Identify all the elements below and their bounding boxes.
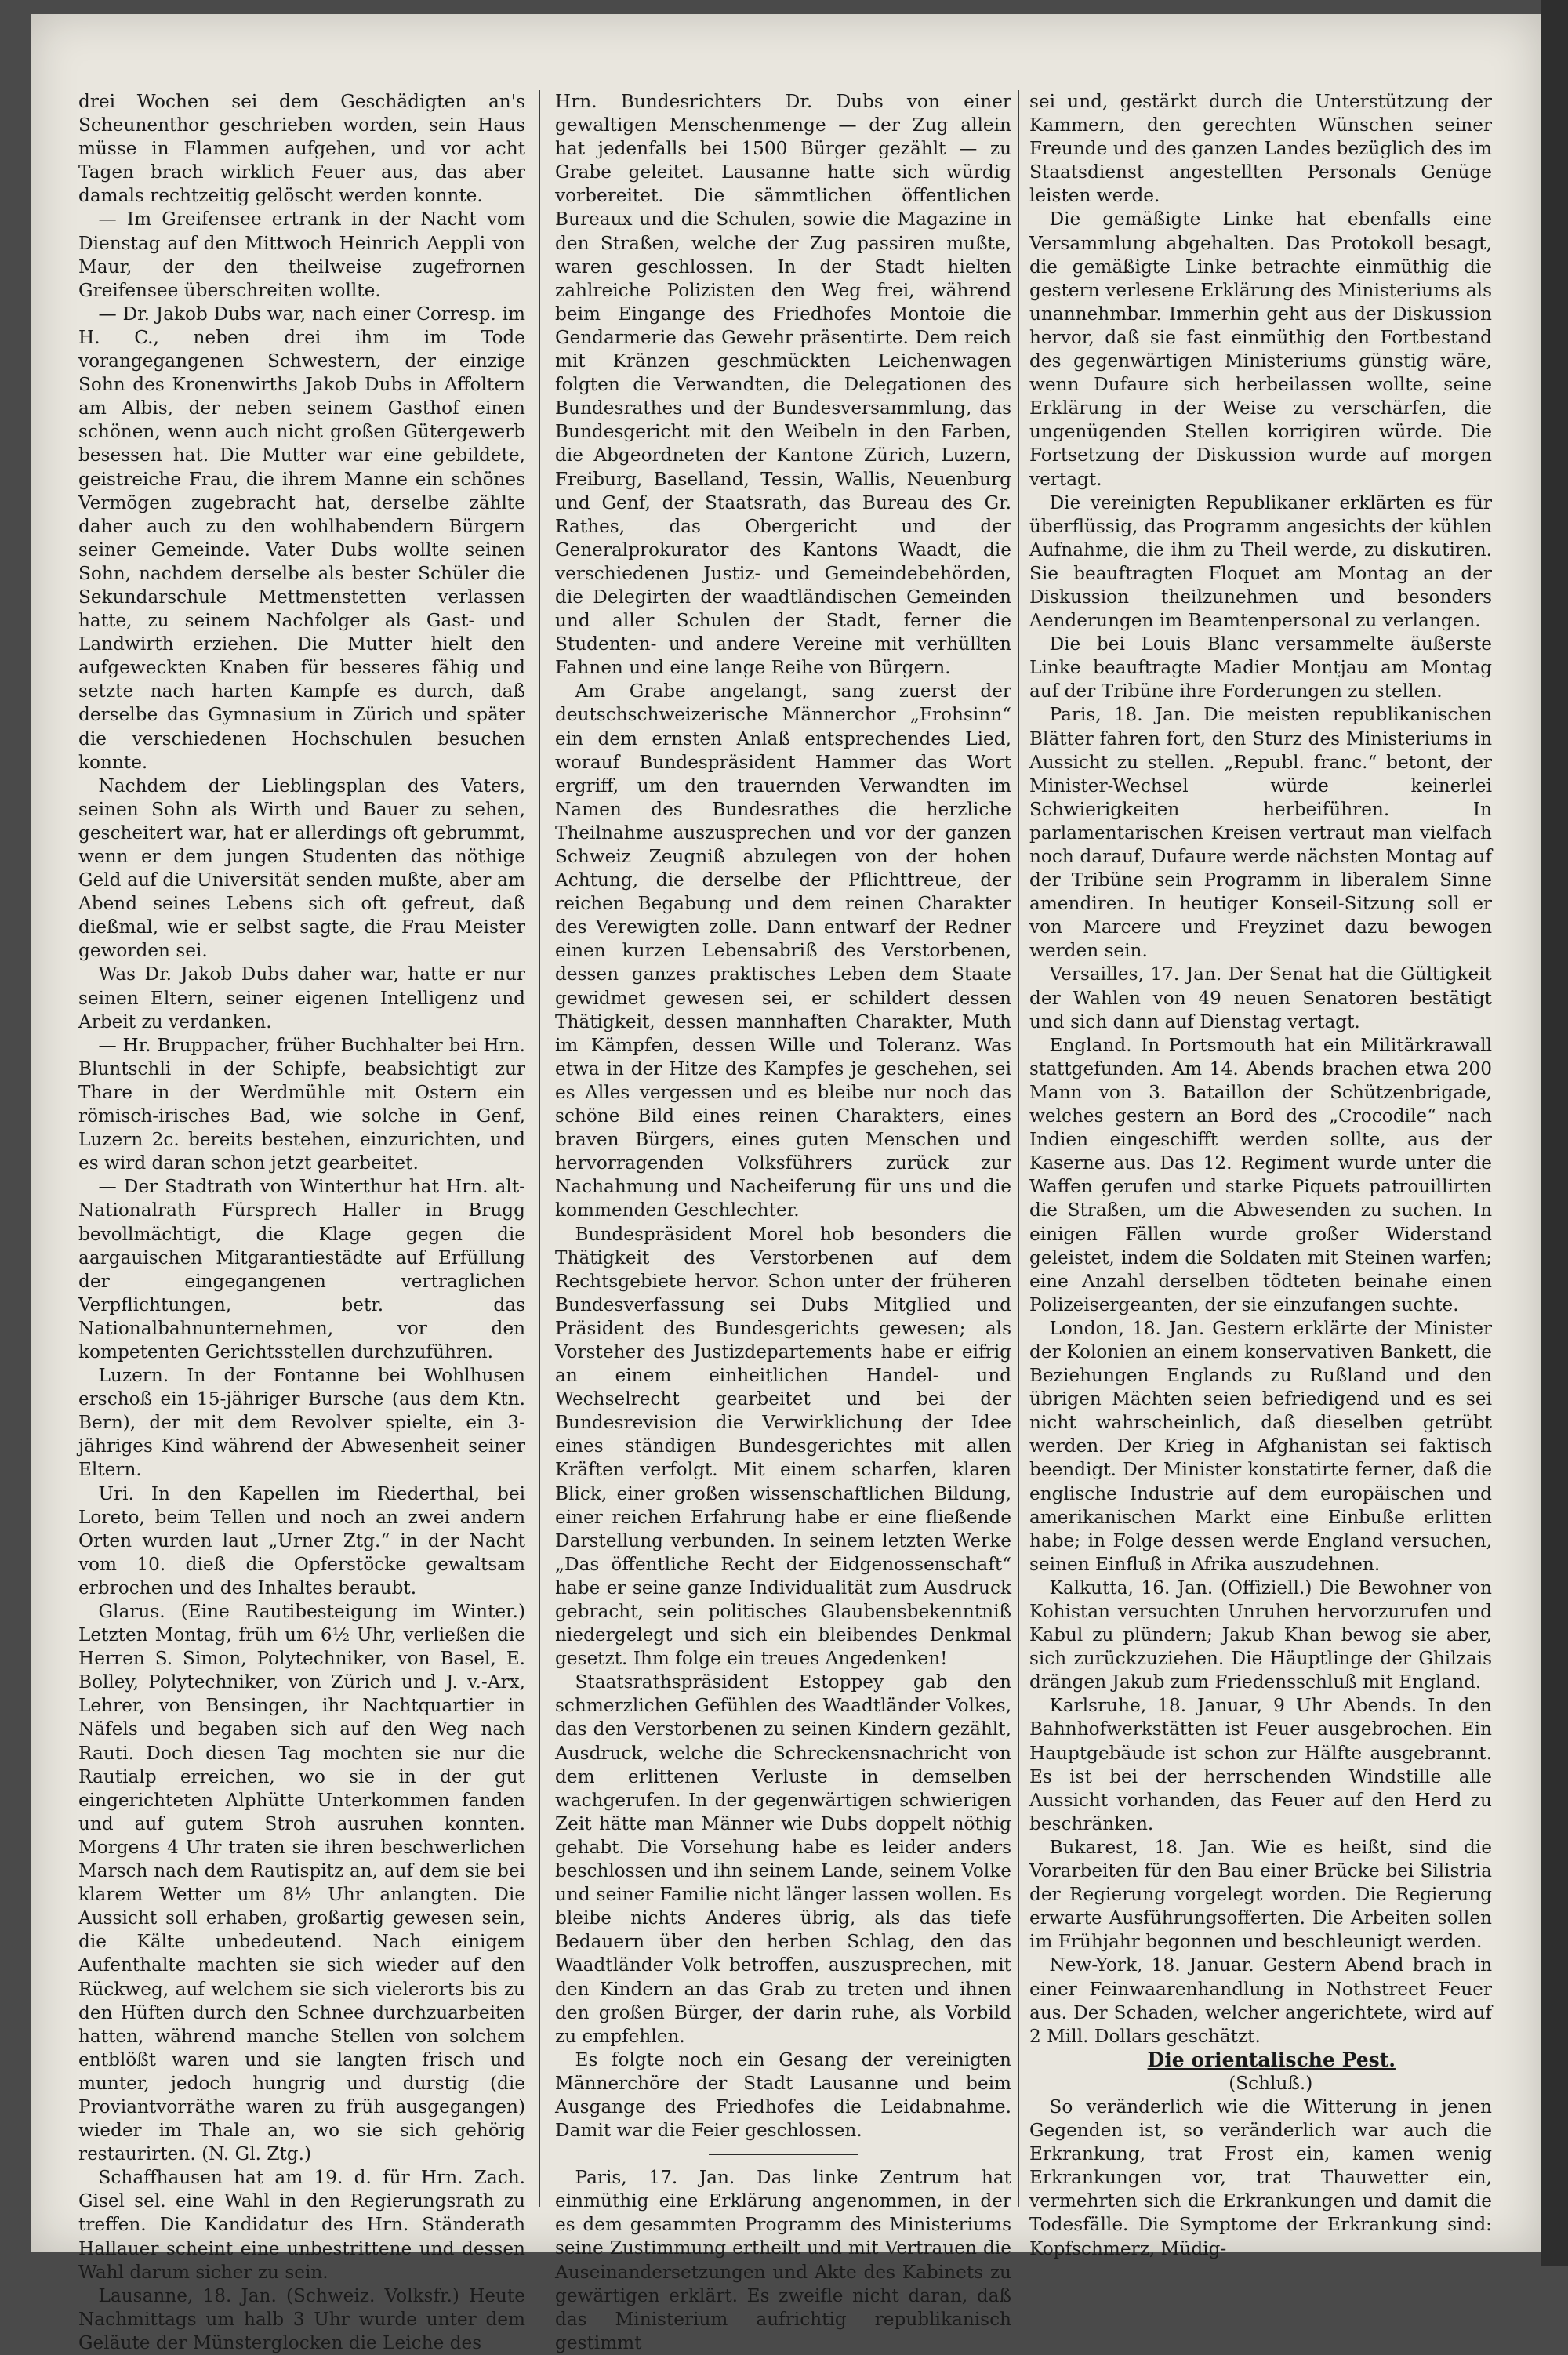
- text-column-1: [78, 90, 525, 2353]
- paragraph: Paris, 18. Jan. Die meisten republikanischen Blätter fahren fort, den Sturz des Ministeriums in Aussicht zu stellen. „Republ. franc.“ betont, der Minister-Wechsel würde keinerlei Schwierigkeiten herbeiführen. In parlamentarischen Kreisen vertraut man vielfach noch darauf, Dufaure werde nächsten Montag auf der Tribüne sein Programm in liberalem Sinne amendiren. In heutiger Konseil-Sitzung soll er von Marcere und Freyzinet dazu bewogen werden sein.: [1029, 704, 1492, 962]
- scan-background-edge: [1541, 0, 1568, 2266]
- paragraph: — Dr. Jakob Dubs war, nach einer Corresp. im H. C., neben drei ihm im Tode vorangegangenen Schwestern, der einzige Sohn des Kronenwirths Jakob Dubs in Affoltern am Albis, der neben seinem Gasthof einen schönen, wenn auch nicht großen Gütergewerb besessen hat. Die Mutter war eine gebildete, geistreiche Frau, die ihrem Manne ein schönes Vermögen zugebracht hat, derselbe zählte daher auch zu den wohlhabendern Bürgern seiner Gemeinde. Vater Dubs wollte seinen Sohn, nachdem derselbe als bester Schüler die Sekundarschule Mettmenstetten verlassen hatte, zu seinem Nachfolger als Gast- und Landwirth erziehen. Die Mutter hielt den aufgeweckten Knaben für besseres fähig und setzte nach harten Kampfe es durch, daß derselbe das Gymnasium in Zürich und später die verschiedenen Hochschulen besuchen konnte.: [78, 303, 525, 773]
- section-heading: Die orientalische Pest.: [1147, 2048, 1396, 2071]
- paragraph: Uri. In den Kapellen im Riederthal, bei Loreto, beim Tellen und noch an zwei andern Orten wurden laut „Urner Ztg.“ in der Nacht vom 10. dieß die Opferstöcke gewaltsam erbrochen und des Inhaltes beraubt.: [78, 1482, 525, 1598]
- section-subheading: (Schluß.): [1229, 2072, 1313, 2094]
- paragraph: Lausanne, 18. Jan. (Schweiz. Volksfr.) Heute Nachmittags um halb 3 Uhr wurde unter dem Geläute der Münsterglocken die Leiche des: [78, 2284, 525, 2353]
- paragraph: England. In Portsmouth hat ein Militärkrawall stattgefunden. Am 14. Abends brachen etwa 200 Mann von 3. Bataillon der Schützenbrigade, welches gestern an Bord des „Crocodile“ nach Indien eingeschifft werden sollte, aus der Kaserne aus. Das 12. Regiment wurde unter die Waffen gerufen und starke Piquets patrouillirten die Straßen, um die Abwesenden zu suchen. In einigen Fällen wurde großer Widerstand geleistet, indem die Soldaten mit Steinen warfen; eine Anzahl derselben tödteten beinahe einen Polizeisergeanten, der sie einzufangen suchte.: [1029, 1034, 1492, 1315]
- paragraph: Versailles, 17. Jan. Der Senat hat die Gültigkeit der Wahlen von 49 neuen Senatoren bestätigt und sich dann auf Dienstag vertagt.: [1029, 963, 1492, 1032]
- paragraph: Karlsruhe, 18. Januar, 9 Uhr Abends. In den Bahnhofwerkstätten ist Feuer ausgebrochen. Ein Hauptgebäude ist schon zur Hälfte ausgebrannt. Es ist bei der herrschenden Windstille alle Aussicht vorhanden, das Feuer auf den Herd zu beschränken.: [1029, 1695, 1492, 1834]
- paragraph: Die gemäßigte Linke hat ebenfalls eine Versammlung abgehalten. Das Protokoll besagt, die gemäßigte Linke betrachte einmüthig die gestern verlesene Erklärung des Ministeriums als unannehmbar. Immerhin geht aus der Diskussion hervor, daß sie fast einmüthig den Fortbestand des gegenwärtigen Ministeriums günstig wäre, wenn Dufaure sich herbeilassen wollte, seine Erklärung in der Weise zu verschärfen, die ungenügenden Stellen korrigiren würde. Die Fortsetzung der Diskussion wurde auf morgen vertagt.: [1029, 209, 1492, 490]
- paragraph: Luzern. In der Fontanne bei Wohlhusen erschoß ein 15-jähriger Bursche (aus dem Ktn. Bern), der mit dem Revolver spielte, ein 3-jähriges Kind während der Abwesenheit seiner Eltern.: [78, 1365, 525, 1481]
- paragraph: London, 18. Jan. Gestern erklärte der Minister der Kolonien an einem konservativen Bankett, die Beziehungen Englands zu Rußland und den übrigen Mächten seien befriedigend und es sei nicht wahrscheinlich, daß dieselben getrübt werden. Der Krieg in Afghanistan sei faktisch beendigt. Der Minister konstatirte ferner, daß die englische Industrie auf dem europäischen und amerikanischen Markt eine Einbuße erlitten habe; in Folge dessen werde England versuchen, seinen Einfluß in Afrika auszudehnen.: [1029, 1317, 1492, 1575]
- paragraph: Es folgte noch ein Gesang der vereinigten Männerchöre der Stadt Lausanne und beim Ausgange des Friedhofes die Leidabnahme. Damit war die Feier geschlossen.: [555, 2048, 1011, 2142]
- paragraph: Hrn. Bundesrichters Dr. Dubs von einer gewaltigen Menschenmenge — der Zug allein hat jedenfalls bei 1500 Bürger gezählt — zu Grabe geleitet. Lausanne hatte sich würdig vorbereitet. Die sämmtlichen öffentlichen Bureaux und die Schulen, sowie die Magazine in den Straßen, welche der Zug passiren mußte, waren geschlossen. In der Stadt hielten zahlreiche Polizisten den Weg frei, während beim Eingange des Friedhofes Montoie die Gendarmerie das Gewehr präsentirte. Dem reich mit Kränzen geschmückten Leichenwagen folgten die Verwandten, die Delegationen des Bundesrathes und der Bundesversammlung, das Bundesgericht mit den Weibeln in den Farben, die Abgeordneten der Kantone Zürich, Luzern, Freiburg, Baselland, Tessin, Wallis, Neuenburg und Genf, der Staatsrath, das Bureau des Gr. Rathes, das Obergericht und der Generalprokurator des Kantons Waadt, die verschiedenen Justiz- und Gemeindebehörden, die Delegirten der waadtländischen Gemeinden und aller Schulen der Stadt, ferner die Studenten- und andere Vereine mit verhüllten Fahnen und eine lange Reihe von Bürgern.: [555, 91, 1011, 679]
- column-rule: [1018, 90, 1019, 2207]
- text-column-2: [555, 90, 1011, 2353]
- paragraph: Glarus. (Eine Rautibesteigung im Winter.) Letzten Montag, früh um 6½ Uhr, verließen die Herren S. Simon, Polytechniker, von Basel, E. Bolley, Polytechniker, von Zürich und J. v.-Arx, Lehrer, von Bensingen, ihr Nachtquartier in Näfels und begaben sich auf den Weg nach Rauti. Doch diesen Tag mochten sie nur die Rautialp erreichen, wo sie in der gut eingerichteten Alphütte Unterkommen fanden und auf gutem Stroh ausruhen konnten. Morgens 4 Uhr traten sie ihren beschwerlichen Marsch nach dem Rautispitz an, auf dem sie bei klarem Wetter um 8½ Uhr anlangten. Die Aussicht soll erhaben, großartig gewesen sein, die Kälte unbedeutend. Nach einigem Aufenthalte machten sie sich wieder auf den Rückweg, auf welchem sie sich vielerorts bis zu den Hüften durch den Schnee durchzuarbeiten hatten, während manche Stellen von solchem entblößt waren und sie langten frisch und munter, jedoch hungrig und durstig (die Proviantvorräthe waren zu früh ausgegangen) wieder im Thale an, wo sie sich gehörig restaurirten. (N. Gl. Ztg.): [78, 1601, 525, 2165]
- column-rule: [539, 90, 540, 2207]
- article-separator-rule: [709, 2154, 858, 2155]
- paragraph: So veränderlich wie die Witterung in jenen Gegenden ist, so veränderlich war auch die Erkrankung, trat Frost ein, kamen wenig Erkrankungen vor, trat Thauwetter ein, vermehrten sich die Erkrankungen und damit die Todesfälle. Die Symptome der Erkrankung sind: Kopfschmerz, Müdig-: [1029, 2096, 1492, 2259]
- paragraph: drei Wochen sei dem Geschädigten an's Scheunenthor geschrieben worden, sein Haus müsse in Flammen aufgehen, und vor acht Tagen brach wirklich Feuer aus, das aber damals rechtzeitig gelöscht werden konnte.: [78, 91, 525, 207]
- paragraph: — Im Greifensee ertrank in der Nacht vom Dienstag auf den Mittwoch Heinrich Aeppli von Maur, der den theilweise zugefrornen Greifensee überschreiten wollte.: [78, 209, 525, 301]
- paragraph: New-York, 18. Januar. Gestern Abend brach in einer Feinwaarenhandlung in Nothstreet Feuer aus. Der Schaden, welcher angerichtete, wird auf 2 Mill. Dollars geschätzt.: [1029, 1954, 1492, 2047]
- paragraph: Kalkutta, 16. Jan. (Offiziell.) Die Bewohner von Kohistan versuchten Unruhen hervorzurufen und Kabul zu plündern; Jakub Khan bewog sie aber, sich zurückzuziehen. Die Häuptlinge der Ghilzais drängen Jakub zum Friedensschluß mit England.: [1029, 1577, 1492, 1693]
- paragraph: sei und, gestärkt durch die Unterstützung der Kammern, den gerechten Wünschen seiner Freunde und des ganzen Landes bezüglich des im Staatsdienst angestellten Personals Genüge leisten werde.: [1029, 91, 1492, 207]
- paragraph: Am Grabe angelangt, sang zuerst der deutschschweizerische Männerchor „Frohsinn“ ein dem ernsten Anlaß entsprechendes Lied, worauf Bundespräsident Hammer das Wort ergriff, um den trauernden Verwandten im Namen des Bundesrathes die herzliche Theilnahme auszusprechen und vor der ganzen Schweiz Zeugniß abzulegen von der hohen Achtung, die derselbe der Pflichttreue, der reichen Begabung und dem reinen Charakter des Verewigten zolle. Dann entwarf der Redner einen kurzen Lebensabriß des Verstorbenen, dessen ganzes praktisches Leben dem Staate gewidmet gewesen sei, er schildert dessen Thätigkeit, dessen mannhaften Charakter, Muth im Kämpfen, dessen Wille und Toleranz. Was etwa in der Hitze des Kampfes je geschehen, sei es Alles vergessen und es bleibe nur noch das schöne Bild eines reinen Charakters, eines braven Bürgers, eines guten Menschen und hervorragenden Volksführers zurück zur Nachahmung und Nacheiferung für uns und die kommenden Geschlechter.: [555, 680, 1011, 1221]
- paragraph: Die bei Louis Blanc versammelte äußerste Linke beauftragte Madier Montjau am Montag auf der Tribüne ihre Forderungen zu stellen.: [1029, 633, 1492, 702]
- paragraph: — Hr. Bruppacher, früher Buchhalter bei Hrn. Bluntschli in der Schipfe, beabsichtigt zur Thare in der Werdmühle mit Ostern ein römisch-irisches Bad, wie solche in Genf, Luzern 2c. bereits bestehen, einzurichten, und es wird daran schon jetzt gearbeitet.: [78, 1034, 525, 1174]
- text-column-3: [1029, 90, 1492, 2259]
- paragraph: Staatsrathspräsident Estoppey gab den schmerzlichen Gefühlen des Waadtländer Volkes, das den Verstorbenen zu seinen Kindern gezählt, Ausdruck, welche die Schreckensnachricht von dem erlittenen Verluste in demselben wachgerufen. In der gegenwärtigen schwierigen Zeit hätte man Männer wie Dubs doppelt nöthig gehabt. Die Vorsehung habe es leider anders beschlossen und ihn seinem Lande, seinem Volke und seiner Familie nicht länger lassen wollen. Es bleibe nichts Anderes übrig, als das tiefe Bedauern über den herben Schlag, den das Waadtländer Volk betroffen, auszusprechen, mit den Kindern an das Grab zu treten und ihnen den großen Bürger, der darin ruhe, als Vorbild zu empfehlen.: [555, 1671, 1011, 2047]
- paragraph: Die vereinigten Republikaner erklärten es für überflüssig, das Programm angesichts der kühlen Aufnahme, die ihm zu Theil werde, zu diskutiren. Sie beauftragten Floquet am Montag an der Diskussion theilzunehmen und besonders Aenderungen im Beamtenpersonal zu verlangen.: [1029, 492, 1492, 632]
- paragraph: Paris, 17. Jan. Das linke Zentrum hat einmüthig eine Erklärung angenommen, in der es dem gesammten Programm des Ministeriums seine Zustimmung ertheilt und mit Vertrauen die Auseinandersetzungen und Akte des Kabinets zu gewärtigen erklärt. Es zweifle nicht daran, daß das Ministerium aufrichtig republikanisch gestimmt: [555, 2167, 1011, 2353]
- paragraph: Nachdem der Lieblingsplan des Vaters, seinen Sohn als Wirth und Bauer zu sehen, gescheitert war, hat er allerdings oft gebrummt, wenn er dem jungen Studenten das nöthige Geld auf die Universität senden mußte, aber am Abend seines Lebens sich oft gefreut, daß dießmal, wie er selbst sagte, die Frau Meister geworden sei.: [78, 775, 525, 962]
- paragraph: Schaffhausen hat am 19. d. für Hrn. Zach. Gisel sel. eine Wahl in den Regierungsrath zu treffen. Die Kandidatur des Hrn. Ständerath Hallauer scheint eine unbestrittene und dessen Wahl darum sicher zu sein.: [78, 2167, 525, 2283]
- paragraph: Bukarest, 18. Jan. Wie es heißt, sind die Vorarbeiten für den Bau einer Brücke bei Silistria der Regierung vorgelegt worden. Die Regierung erwarte Ausführungsofferten. Die Arbeiten sollen im Frühjahr begonnen und beschleunigt werden.: [1029, 1836, 1492, 1953]
- paragraph: Bundespräsident Morel hob besonders die Thätigkeit des Verstorbenen auf dem Rechtsgebiete hervor. Schon unter der früheren Bundesverfassung sei Dubs Mitglied und Präsident des Bundesgerichts gewesen; als Vorsteher des Justizdepartements habe er eifrig an einem einheitlichen Handel- und Wechselrecht gearbeitet und bei der Bundesrevision die Verwirklichung der Idee eines ständigen Bundesgerichtes mit allen Kräften verfolgt. Mit einem scharfen, klaren Blick, einer großen wissenschaftlichen Bildung, einer reichen Erfahrung habe er eine fließende Darstellung verbunden. In seinem letzten Werke „Das öffentliche Recht der Eidgenossenschaft“ habe er seine ganze Individualität zum Ausdruck gebracht, sein politisches Glaubensbekenntniß niedergelegt und sich ein bleibendes Denkmal gesetzt. Ihm folge ein treues Angedenken!: [555, 1223, 1011, 1670]
- paragraph: — Der Stadtrath von Winterthur hat Hrn. alt-Nationalrath Fürsprech Haller in Brugg bevollmächtigt, die Klage gegen die aargauischen Mitgarantiestädte auf Erfüllung der eingegangenen vertraglichen Verpflichtungen, betr. das Nationalbahnunternehmen, vor den kompetenten Gerichtsstellen durchzuführen.: [78, 1176, 525, 1363]
- paragraph: Was Dr. Jakob Dubs daher war, hatte er nur seinen Eltern, seiner eigenen Intelligenz und Arbeit zu verdanken.: [78, 963, 525, 1032]
